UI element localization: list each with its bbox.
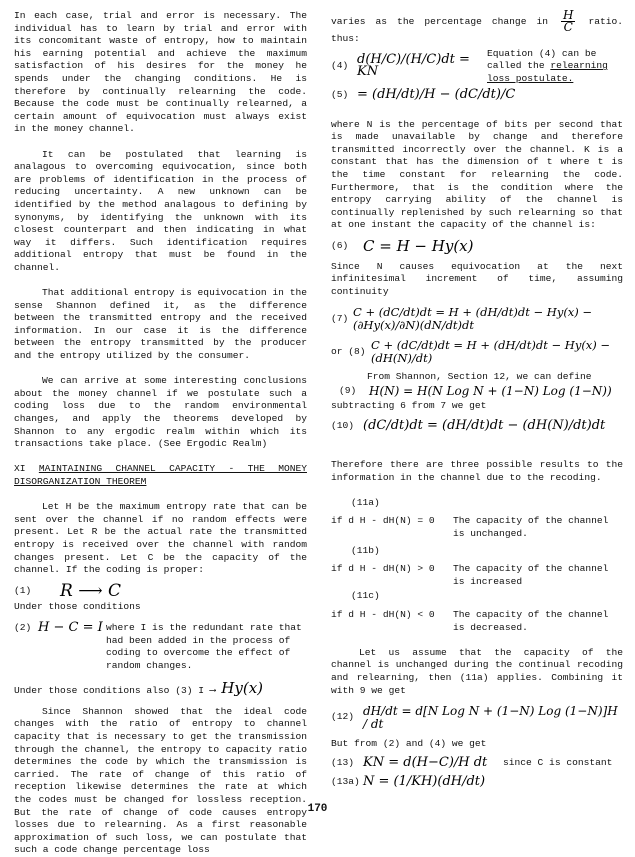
page-number: 170 bbox=[307, 803, 328, 815]
paragraph: Since Shannon showed that the ideal code changes with the ratio of entropy to channel capacity that is necessary to get the transmission through the channel, the entropy to capacity ratio determines the code by which the transmission is carried. The rate of change of this ratio of reception likewise determines the rate at which the codes must be changed for lossless reception. But the rate of change of code causes entropy losses due to relearning. As a first reasonable approximation of such loss, we can postulate that such a code change percentage loss bbox=[14, 705, 307, 856]
section-heading: XI MAINTAINING CHANNEL CAPACITY - THE MONEY DISORGANIZATION THEOREM bbox=[14, 463, 307, 487]
paragraph: Let H be the maximum entropy rate that can be sent over the channel if no random effects were present. Let R be the actual rate the transmitted entropy is received over the channel with random changes present. Let C be the capacity of the channel. If the coding is proper: bbox=[14, 501, 307, 576]
case-label: (11a) bbox=[351, 496, 380, 508]
equation-10: (10) (dC/dt)dt = (dH/dt)dt − (dH(N)/dt)dt bbox=[331, 418, 606, 434]
condition-text: Under those conditions bbox=[14, 601, 141, 613]
case-label: (11b) bbox=[351, 544, 380, 556]
right-column bbox=[331, 10, 623, 794]
paragraph: That additional entropy is equivocation in the sense Shannon defined it, as the difference between the transmitted entropy and the received information. In our case it is the difference between the entropy transmitted by the producer and the entropy utilized by the consumer. bbox=[14, 287, 307, 362]
case-11c: if d H - dH(N) < 0 The capacity of the channel is decreased. bbox=[331, 608, 609, 633]
paragraph: We can arrive at some interesting conclusions about the money channel if we postulate such a coding loss due to the random environmental changes, and apply the theorems developed by Shannon to any ergodic realm within which its transactions take place. (See Ergodic Realm) bbox=[14, 375, 307, 450]
paragraph: Let us assume that the capacity of the channel is unchanged during the continual recoding and relearning, then (11a) applies. Combining it with 9 we get bbox=[331, 646, 623, 696]
paragraph: In each case, trial and error is necessary. The individual has to learn by trial and error with its concomitant waste of entropy, how to maintain his earning potential and achieve the maximum satisfaction of his desires for the money he spends under the changing conditions. He is therefore by continually relearning the code. Because the code must be continually relearned, a certain amount of equivocation must always exist in the money channel. bbox=[14, 10, 307, 135]
subtract-line: subtracting 6 from 7 we get bbox=[331, 399, 487, 411]
equation-1: (1) R ⟶ C bbox=[14, 580, 121, 601]
paragraph: Therefore there are three possible results to the information in the channel due to the recoding. bbox=[331, 459, 623, 483]
equation-2: (2) H − C = I where I is the redundant rate that had been added in the process of coding to overcome the effect of random changes. bbox=[14, 619, 302, 671]
intro-line: varies as the percentage change in $\frac{H}{C}$ ratio. thus: bbox=[331, 8, 624, 44]
from-shannon: From Shannon, Section 12, we can define bbox=[367, 370, 592, 382]
equation-5: (5) = (dH/dt)/H − (dC/dt)/C bbox=[331, 87, 516, 103]
condition-text: Under those conditions also (3) I ⟶ Hy(x) bbox=[14, 679, 264, 698]
case-11a: if d H - dH(N) = 0 The capacity of the channel is unchanged. bbox=[331, 515, 609, 539]
paragraph: It can be postulated that learning is analagous to overcoming equivocation, since both are problems of identification in the process of reducing uncertainty. A new unknown can be identified by the method analagous to defining by synonyms, by identifying the unknown with its closest counterpart and then indicating in what way it differs. Such identification requires additional entropy that must be found in the channel. bbox=[14, 148, 307, 273]
case-label: (11c) bbox=[351, 590, 380, 602]
case-11b: if d H - dH(N) > 0 The capacity of the channel is increased bbox=[331, 563, 609, 587]
equation-13: (13) KN = d(H−C)/H dt since C is constant bbox=[331, 754, 613, 770]
equation-12: (12) dH/dt = d[N Log N + (1−N) Log (1−N)]H / dt bbox=[331, 704, 618, 731]
equation-13a: (13a) N = (1/KH)(dH/dt) bbox=[331, 773, 486, 789]
equation-6: (6) C = H − Hy(x) bbox=[331, 236, 474, 255]
equation-4: (4) d(H/C)/(H/C)dt = KN Equation (4) can be called the relearning loss postulate. bbox=[331, 47, 608, 84]
equation-9: (9) H(N) = H(N Log N + (1−N) Log (1−N)) bbox=[339, 384, 612, 399]
equation-7: (7) C + (dC/dt)dt = H + (dH/dt)dt − Hy(x) − (∂Hy(x)/∂N)(dN/dt)dt bbox=[331, 305, 593, 332]
paragraph: Since N causes equivocation at the next infinitesimal increment of time, assuming continuity bbox=[331, 260, 623, 297]
equation-8: or (8) C + (dC/dt)dt = H + (dH/dt)dt − Hy(x) − (dH(N)/dt) bbox=[331, 338, 611, 366]
from-2-4: But from (2) and (4) we get bbox=[331, 738, 487, 750]
left-column bbox=[14, 10, 307, 857]
paragraph: where N is the percentage of bits per second that is made unavailable by change and therefore transmitted incorrectly over the channel. K is a constant that has the dimension of t where t is the time constant for relearning the code. Furthermore, that is the condition where the entropy carrying ability of the channel is continually replenished by such relearning so that at one instant the capacity of the channel is: bbox=[331, 118, 623, 231]
